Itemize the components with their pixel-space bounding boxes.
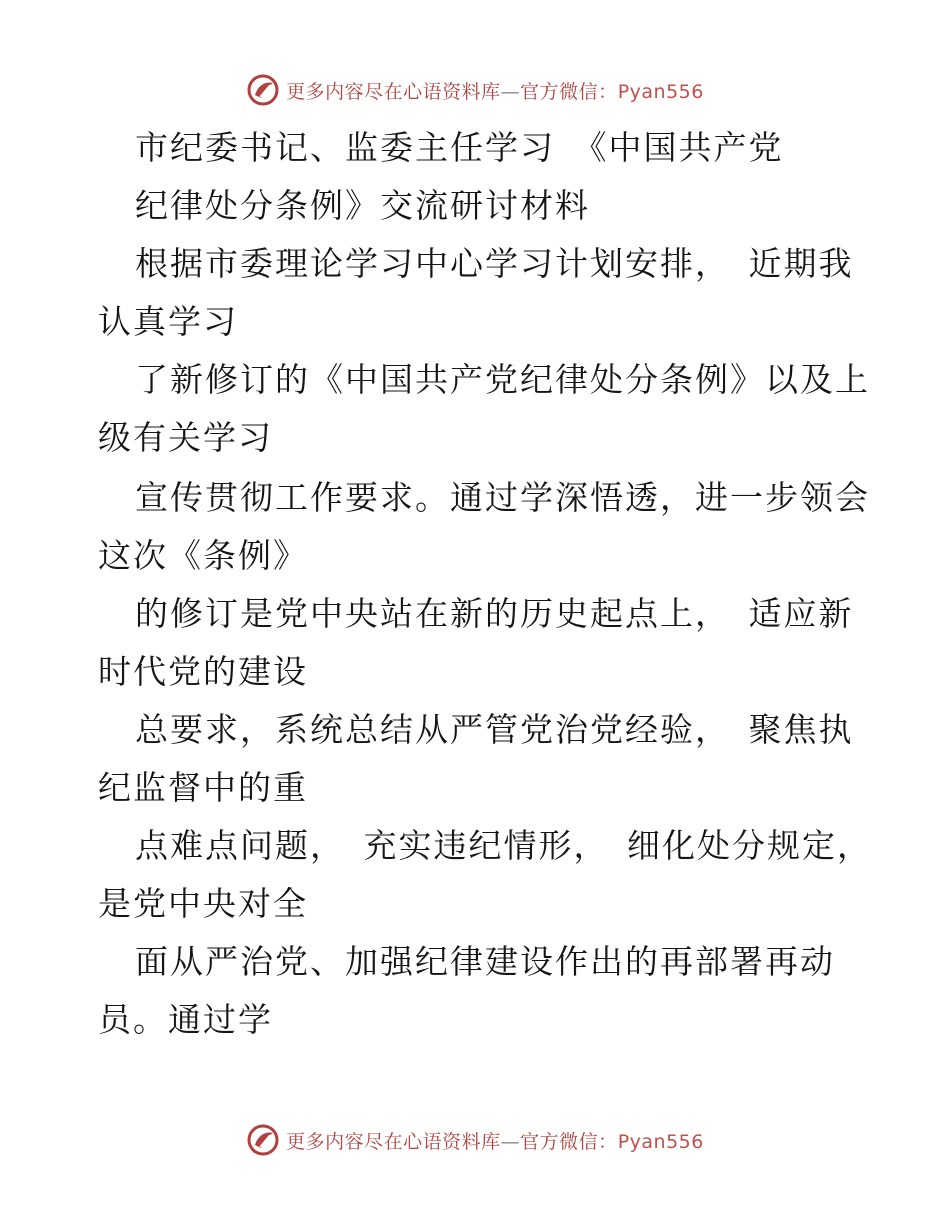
title-line-1: 市纪委书记、监委主任学习 《中国共产党 [135,128,784,167]
watermark-separator: — [500,80,521,103]
brand-logo-icon [246,1123,280,1157]
paragraph-line: 认真学习 [98,302,238,341]
watermark-text [286,77,704,104]
paragraph-line: 的修订是党中央站在新的历史起点上， 适应新 [135,594,854,633]
brand-logo-icon [246,73,280,107]
paragraph-line: 了新修订的《中国共产党纪律处分条例》以及上 [135,360,870,399]
watermark-account: Pyan556 [617,80,704,103]
paragraph-line: 总要求，系统总结从严管党治党经验， 聚焦执 [135,710,854,749]
watermark-suffix: 官方微信： [520,80,618,103]
paragraph-line: 级有关学习 [98,418,273,457]
watermark-account: Pyan556 [617,1130,704,1153]
watermark-suffix: 官方微信： [520,1130,618,1153]
watermark-prefix: 更多内容尽在心语资料库 [286,1130,501,1153]
paragraph-line: 是党中央对全 [98,884,308,923]
paragraph-line: 这次《条例》 [98,536,308,575]
paragraph-line: 点难点问题， 充实违纪情形， 细化处分规定， [135,826,872,865]
paragraph-line: 员。通过学 [98,1000,273,1039]
watermark-text [286,1127,704,1154]
paragraph-line: 宣传贯彻工作要求。通过学深悟透，进一步领会 [135,478,870,517]
header-watermark [0,70,950,110]
paragraph-line: 根据市委理论学习中心学习计划安排， 近期我 [135,244,854,283]
title-line-2: 纪律处分条例》交流研讨材料 [135,186,590,225]
watermark-separator: — [500,1130,521,1153]
watermark-prefix: 更多内容尽在心语资料库 [286,80,501,103]
paragraph-line: 纪监督中的重 [98,768,308,807]
paragraph-line: 时代党的建设 [98,652,308,691]
footer-watermark [0,1120,950,1160]
paragraph-line: 面从严治党、加强纪律建设作出的再部署再动 [135,942,835,981]
